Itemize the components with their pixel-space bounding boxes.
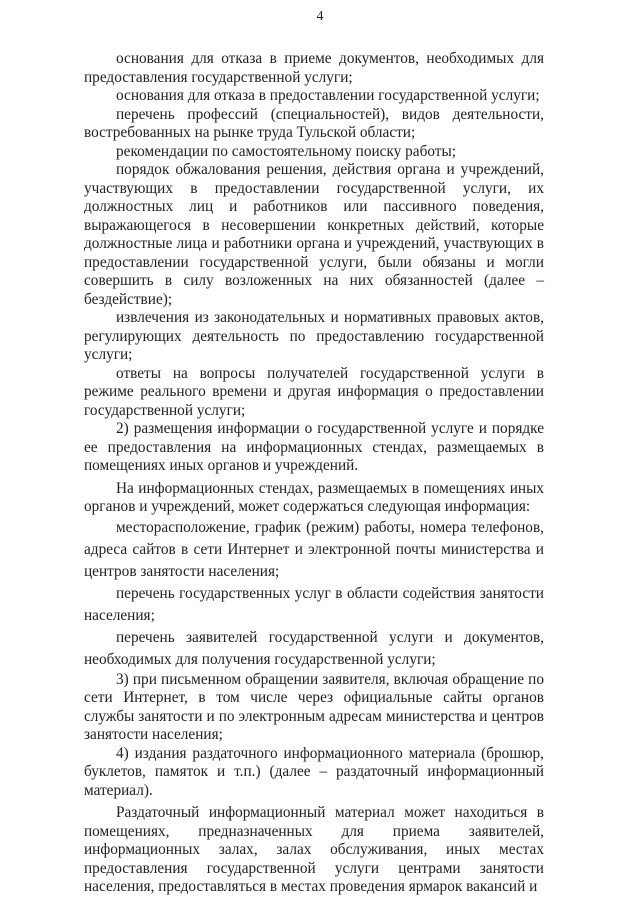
paragraph: основания для отказа в предоставлении государственной услуги; [116,87,540,104]
paragraph: ответы на вопросы получателей государственной услуги в режиме реального времени и другая информация о предоставлении государственной услуги; [84,364,544,419]
paragraph: основания для отказа в приеме документов, необходимых для предоставления государственной услуги; [84,50,544,86]
body-text [84,50,544,897]
page-number: 4 [316,9,324,24]
paragraph: 4) издания раздаточного информационного материала (брошюр, буклетов, памяток и т.п.) (далее – раздаточный информационный материал). [84,744,544,799]
paragraph: На информационных стендах, размещаемых в помещениях иных органов и учреждений, может содержаться следующая информация: [84,479,544,515]
paragraph: 2) размещения информации о государственной услуге и порядке ее предоставления на информационных стендах, размещаемых в помещениях иных органов и учреждений. [84,420,544,474]
paragraph: порядок обжалования решения, действия органа и учреждений, участвующих в предоставлении государственной услуги, их должностных лиц и работников или пассивного поведения, выражающегося в несовершении конкретных действий, которые должностные лица и работники органа и учреждений, участвующих в предоставлении государственной услуги, были обязаны и могли совершить в силу возложенных на них обязанностей (далее – бездействие); [84,161,544,308]
paragraph: извлечения из законодательных и нормативных правовых актов, регулирующих деятельность по предоставлению государственной услуги; [84,309,544,363]
paragraph: перечень профессий (специальностей), видов деятельности, востребованных на рынке труда Тульской области; [84,105,544,141]
paragraph: месторасположение, график (режим) работы, номера телефонов, адреса сайтов в сети Интернет и электронной почты министерства и центров занятости населения; [84,518,544,580]
paragraph: перечень заявителей государственной услуги и документов, необходимых для получения государственной услуги; [84,628,544,668]
paragraph: 3) при письменном обращении заявителя, включая обращение по сети Интернет, в том числе через официальные сайты органов службы занятости и по электронным адресам министерства и центров занятости населения; [84,670,544,743]
paragraph: Раздаточный информационный материал может находиться в помещениях, предназначенных для приема заявителей, информационных залах, залах обслуживания, иных местах предоставления государственной услуги центрами занятости населения, предоставляться в местах проведения ярмарок вакансий и [84,804,544,895]
paragraph: рекомендации по самостоятельному поиску работы; [116,142,457,160]
paragraph: перечень государственных услуг в области содействия занятости населения; [84,584,544,624]
